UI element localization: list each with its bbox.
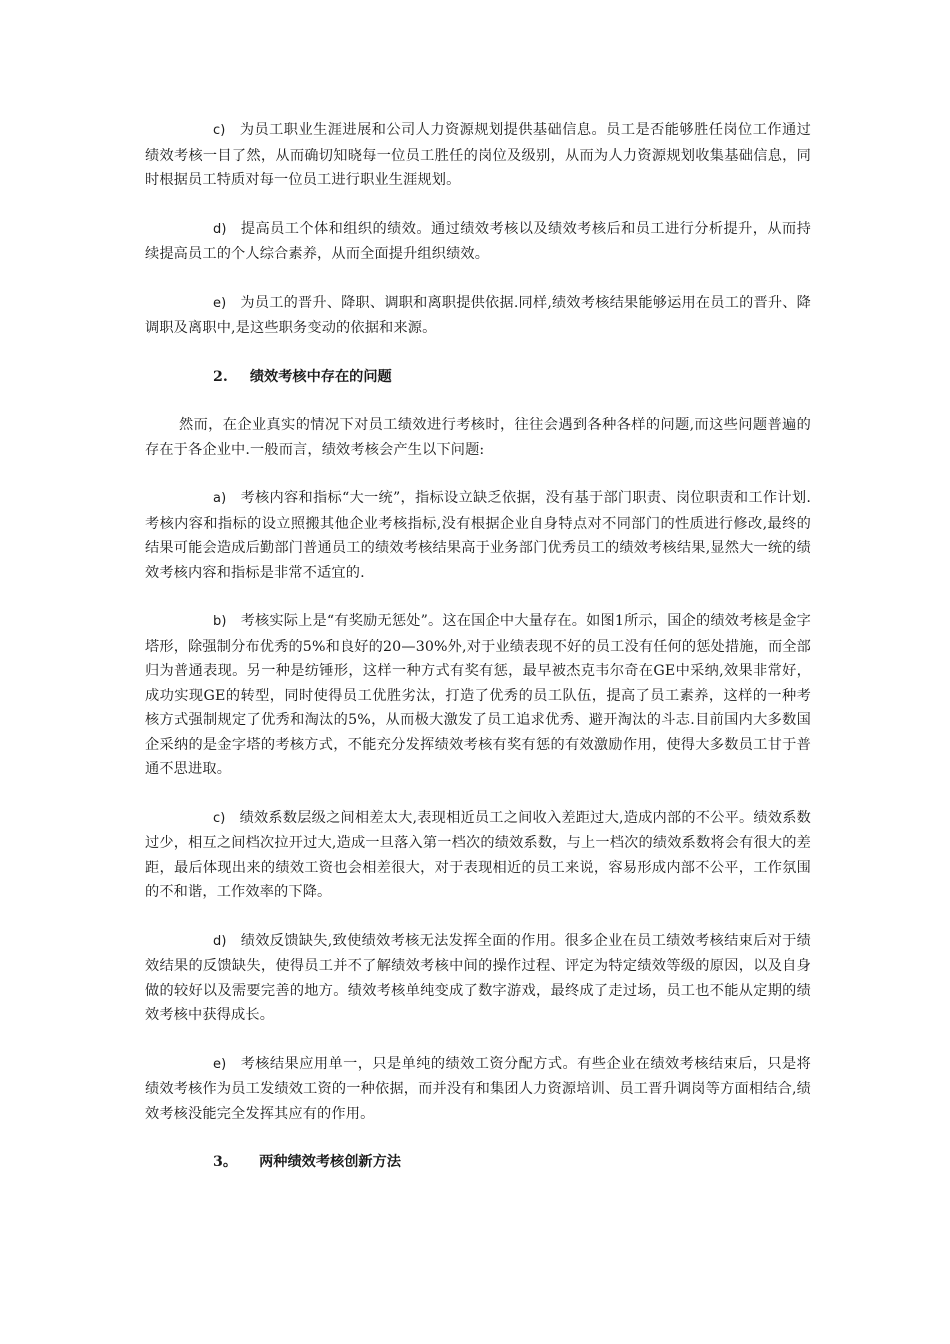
list-marker: a) <box>213 491 227 506</box>
paragraph-c-coefficient-gap <box>145 806 811 905</box>
paragraph-d-feedback-missing <box>145 929 811 1028</box>
list-marker: d) <box>213 221 227 237</box>
paragraph-text: 绩效反馈缺失,致使绩效考核无法发挥全面的作用。很多企业在员工绩效考核结束后对于绩效结果的反馈缺失，使得员工并不了解绩效考核中间的操作过程、评定为特定绩效等级的原因，以及自身做的较好以及需要完善的地方。绩效考核单纯变成了数字游戏，最终成了走过场，员工也不能从定期的绩效考核中获得成长。 <box>145 932 811 1023</box>
paragraph-c-career-planning <box>145 118 811 193</box>
paragraph-e-promotion-basis <box>145 291 811 341</box>
list-marker: e) <box>213 1056 227 1072</box>
section-heading-3 <box>145 1150 811 1175</box>
list-marker: d) <box>213 933 227 949</box>
paragraph-text: 绩效系数层级之间相差太大,表现相近员工之间收入差距过大,造成内部的不公平。绩效系数过少，相互之间档次拉开过大,造成一旦落入第一档次的绩效系数，与上一档次的绩效系数将会有很大的差距，最后体现出来的绩效工资也会相差很大，对于表现相近的员工来说，容易形成内部不公平，工作氛围的不和谐，工作效率的下降。 <box>145 809 811 900</box>
paragraph-text: 为员工的晋升、降职、调职和离职提供依据.同样,绩效考核结果能够运用在员工的晋升、降调职及离职中,是这些职务变动的依据和来源。 <box>145 294 811 336</box>
section-title: 两种绩效考核创新方法 <box>259 1154 401 1170</box>
paragraph-b-reward-no-penalty <box>145 609 811 782</box>
list-marker: c) <box>213 123 226 138</box>
paragraph-text: 考核结果应用单一，只是单纯的绩效工资分配方式。有些企业在绩效考核结束后，只是将绩效考核作为员工发绩效工资的一种依据，而并没有和集团人力资源培训、员工晋升调岗等方面相结合,绩效考核没能完全发挥其应有的作用。 <box>145 1055 811 1122</box>
paragraph-d-improve-performance <box>145 217 811 267</box>
paragraph-text: 为员工职业生涯进展和公司人力资源规划提供基础信息。员工是否能够胜任岗位工作通过绩效考核一目了然，从而确切知晓每一位员工胜任的岗位及级别，从而为人力资源规划收集基础信息，同时根据员工特质对每一位员工进行职业生涯规划。 <box>145 122 811 188</box>
section-number: 3。 <box>213 1154 238 1170</box>
section-title: 绩效考核中存在的问题 <box>249 368 392 385</box>
paragraph-a-uniform-indicators <box>145 486 811 585</box>
list-marker: e) <box>213 295 227 311</box>
section-heading-2 <box>145 365 811 390</box>
section-number: 2. <box>213 368 228 385</box>
paragraph-intro-problems <box>145 413 811 462</box>
list-marker: c) <box>213 810 226 826</box>
paragraph-e-single-application <box>145 1052 811 1127</box>
paragraph-text: 提高员工个体和组织的绩效。通过绩效考核以及绩效考核后和员工进行分析提升，从而持续提高员工的个人综合素养，从而全面提升组织绩效。 <box>145 220 811 262</box>
paragraph-text: 考核实际上是“有奖励无惩处”。这在国企中大量存在。如图1所示，国企的绩效考核是金字塔形，除强制分布优秀的5%和良好的20—30%外,对于业绩表现不好的员工没有任何的惩处措施，而全部归为普通表现。另一种是纺锤形，这样一种方式有奖有惩，最早被杰克韦尔奇在GE中采纳,效果非常好，成功实现GE的转型，同时使得员工优胜劣汰，打造了优秀的员工队伍，提高了员工素养，这样的一种考核方式强制规定了优秀和淘汰的5%，从而极大激发了员工追求优秀、避开淘汰的斗志.目前国内大多数国企采纳的是金字塔的考核方式，不能充分发挥绩效考核有奖有惩的有效激励作用，使得大多数员工甘于普通不思进取。 <box>145 613 811 777</box>
paragraph-text: 考核内容和指标“大一统”，指标设立缺乏依据，没有基于部门职责、岗位职责和工作计划.考核内容和指标的设立照搬其他企业考核指标,没有根据企业自身特点对不同部门的性质进行修改,最终的结果可能会造成后勤部门普通员工的绩效考核结果高于业务部门优秀员工的绩效考核结果,显然大一统的绩效考核内容和指标是非常不适宜的. <box>145 490 811 581</box>
list-marker: b) <box>213 614 227 629</box>
document-page <box>145 118 811 1199</box>
paragraph-text: 然而，在企业真实的情况下对员工绩效进行考核时，往往会遇到各种各样的问题,而这些问题普遍的存在于各企业中.一般而言，绩效考核会产生以下问题: <box>145 417 811 458</box>
